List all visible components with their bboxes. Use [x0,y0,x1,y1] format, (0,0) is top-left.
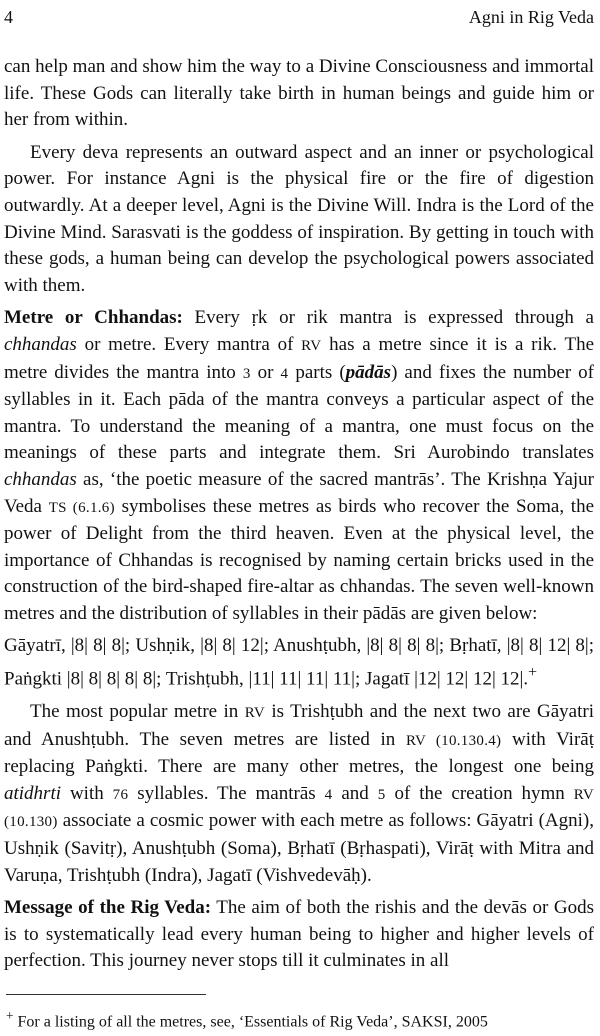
text-run: TS (6.1.6) [48,499,115,516]
running-title: Agni in Rig Veda [468,7,594,27]
text-run: or metre. Every mantra of [76,333,302,355]
section-heading: Message of the Rig Veda: [4,897,212,919]
text-run: Every ṛk or rik mantra is expressed through a [182,307,594,329]
paragraph [4,699,594,889]
paragraph [4,895,594,975]
text-run: RV [301,337,322,354]
text-run: has a metre since it is a rik. The metre divides the mantra into [4,333,594,383]
text-run: can help man and show him the way to a Divine Consciousness and immortal life. These Gods can literally take birth in human beings and guide him or her from within. [4,56,594,131]
paragraph [4,633,594,693]
text-run: 76 [112,786,129,803]
text-run: RV (10.130.4) [405,732,502,749]
text-run: syllables. The mantrās [128,782,325,804]
text-run: as, ‘the poetic measure of the sacred mantrās’. The Krishṇa Yajur Veda [4,468,594,517]
footnote-text: For a listing of all the metres, see, ‘Essentials of Rig Veda’, SAKSI, 2005 [13,1013,488,1031]
text-run: RV (10.130) [4,786,594,831]
text-run: Every deva represents an outward aspect and an inner or psychological power. For instance Agni is the physical fire or the fire of digestion outwardly. At a deeper level, Agni is the Divine Will. Indra is the Lord of the Divine Mind. Sarasvati is the goddess of inspiration. By getting in touch with these gods, a human being can develop the psychological powers associated with them. [4,141,594,296]
footnote-marker: + [6,1008,14,1023]
text-run: The most popular metre in [30,700,245,722]
body-text [4,54,594,975]
footnote-divider [6,994,206,995]
text-run: symbolises these metres as birds who recover the Soma, the power of Delight from the third heaven. Even at the physical level, the importance of Chhandas is recognised by naming certain bricks used in the construction of the bird-shaped fire-altar as chhandas. The seven well-known metres and the distribution of syllables in their pādās are given below: [4,495,594,624]
text-run: is Trishṭubh and the next two are Gāyatri and Anushṭubh. The seven metres are listed in [4,700,594,750]
text-run: of the creation hymn [385,782,574,804]
paragraph [4,305,594,627]
text-run: pādās [345,361,392,383]
text-run: RV [244,704,265,721]
footnote-reference: + [528,664,538,682]
text-run: The aim of both the rishis and the devās or Gods is to systematically lead every human being to higher and higher levels of perfection. This journey never stops till it culminates in all [4,897,594,972]
page-number: 4 [4,7,13,27]
text-run: 5 [377,786,386,803]
text-run: 4 [324,786,333,803]
text-run: atidhrti [4,782,62,804]
text-run: or [250,361,281,383]
footnote [6,1006,488,1032]
paragraph [4,54,594,134]
text-run: with Virāṭ replacing Paṅgkti. There are many other metres, the longest one being [4,728,594,778]
text-run: and [332,782,378,804]
paragraph [4,140,594,300]
text-run: 3 [242,365,251,382]
text-run: 4 [280,365,289,382]
text-run: ) and fixes the number of syllables in it. Each pāda of the mantra conveys a particular aspect of the mantra. To understand the meaning of a mantra, one must focus on the meanings of these parts and integrate them. Sri Aurobindo translates [4,361,594,464]
text-run: chhandas [4,333,77,355]
text-run: with [61,782,113,804]
text-run: parts ( [288,361,346,383]
section-heading: Metre or Chhandas: [4,307,183,329]
page-header [4,6,594,28]
text-run: Gāyatrī, |8| 8| 8|; Ushṇik, |8| 8| 12|; Anushṭubh, |8| 8| 8| 8|; Bṛhatī, |8| 8| 12| 8|; Paṅgkti |8| 8| 8| 8| 8|; Trishṭubh, |11| 11| 11| 11|; Jagatī |12| 12| 12| 12|. [4,635,594,690]
text-run: chhandas [4,468,77,490]
text-run: associate a cosmic power with each metre as follows: Gāyatri (Agni), Ushṇik (Savitṛ), Anushṭubh (Soma), Bṛhatī (Bṛhaspati), Virāṭ with Mitra and Varuṇa, Trishṭubh (Indra), Jagatī (Vishvedevāḥ). [4,810,594,886]
